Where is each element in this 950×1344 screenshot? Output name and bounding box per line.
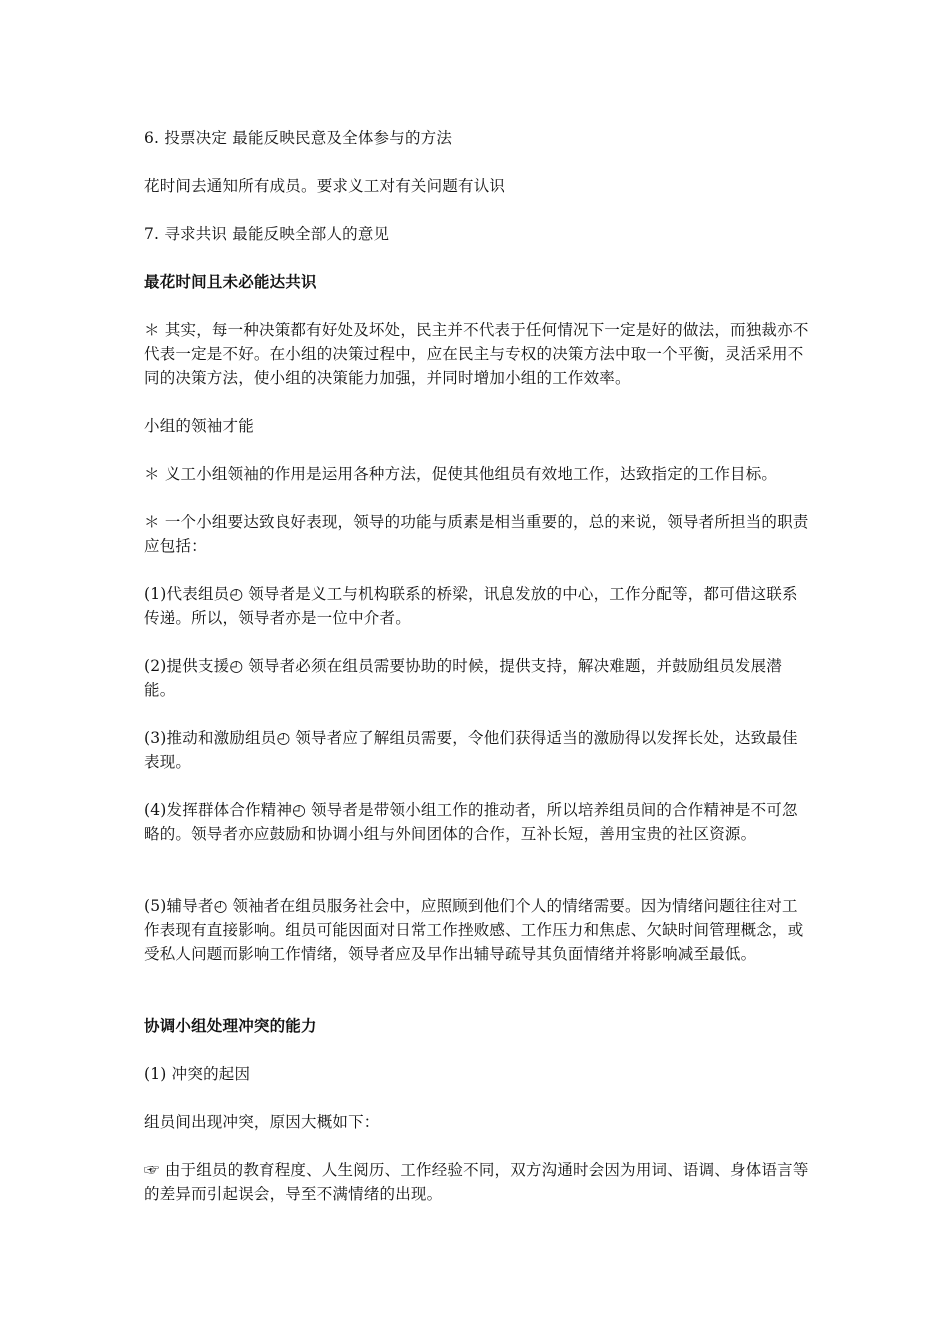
paragraph-conflict-communication: ☞ 由于组员的教育程度、人生阅历、工作经验不同，双方沟通时会因为用词、语调、身体语言等的差异而引起误会，导至不满情绪的出现。 — [144, 1161, 809, 1203]
paragraph-leadership-title: 小组的领袖才能 — [144, 417, 254, 435]
paragraph-notify-members: 花时间去通知所有成员。要求义工对有关问题有认识 — [144, 177, 506, 195]
paragraph-duty-support: (2)提供支援◴ 领导者必须在组员需要协助的时候，提供支持，解决难题，并鼓励组员发展潜能。 — [144, 657, 783, 699]
paragraph-decision-balance: ＊ 其实，每一种决策都有好处及坏处，民主并不代表于任何情况下一定是好的做法，而独裁亦不代表一定是不好。在小组的决策过程中，应在民主与专权的决策方法中取一个平衡，灵活采用不同的决策方法，使小组的决策能力加强，并同时增加小组的工作效率。 — [144, 321, 809, 387]
paragraph-duty-teamwork: (4)发挥群体合作精神◴ 领导者是带领小组工作的推动者，所以培养组员间的合作精神是不可忽略的。领导者亦应鼓励和协调小组与外间团体的合作，互补长短，善用宝贵的社区资源。 — [144, 801, 798, 843]
paragraph-voting-decision: 6. 投票决定 最能反映民意及全体参与的方法 — [144, 129, 453, 147]
paragraph-seek-consensus: 7. 寻求共识 最能反映全部人的意见 — [144, 225, 390, 243]
paragraph-leader-role: ＊ 义工小组领袖的作用是运用各种方法，促使其他组员有效地工作，达致指定的工作目标。 — [144, 465, 778, 483]
paragraph-duty-counselor: (5)辅导者◴ 领袖者在组员服务社会中，应照顾到他们个人的情绪需要。因为情绪问题往往对工作表现有直接影响。组员可能因面对日常工作挫败感、工作压力和焦虑、欠缺时间管理概念，或受私人问题而影响工作情绪，领导者应及早作出辅导疏导其负面情绪并将影响减至最低。 — [144, 897, 804, 963]
paragraph-leader-duties: ＊ 一个小组要达致良好表现，领导的功能与质素是相当重要的，总的来说，领导者所担当的职责应包括： — [144, 513, 809, 555]
paragraph-conflict-intro: 组员间出现冲突，原因大概如下： — [144, 1113, 380, 1131]
paragraph-duty-represent: (1)代表组员◴ 领导者是义工与机构联系的桥梁，讯息发放的中心，工作分配等，都可借这联系传递。所以，领导者亦是一位中介者。 — [144, 585, 798, 627]
heading-conflict-handling: 协调小组处理冲突的能力 — [144, 1016, 317, 1035]
paragraph-conflict-causes: (1) 冲突的起因 — [144, 1065, 251, 1083]
paragraph-duty-motivate: (3)推动和激励组员◴ 领导者应了解组员需要，令他们获得适当的激励得以发挥长处，达致最佳表现。 — [144, 729, 798, 771]
heading-consensus-time: 最花时间且未必能达共识 — [144, 272, 317, 291]
